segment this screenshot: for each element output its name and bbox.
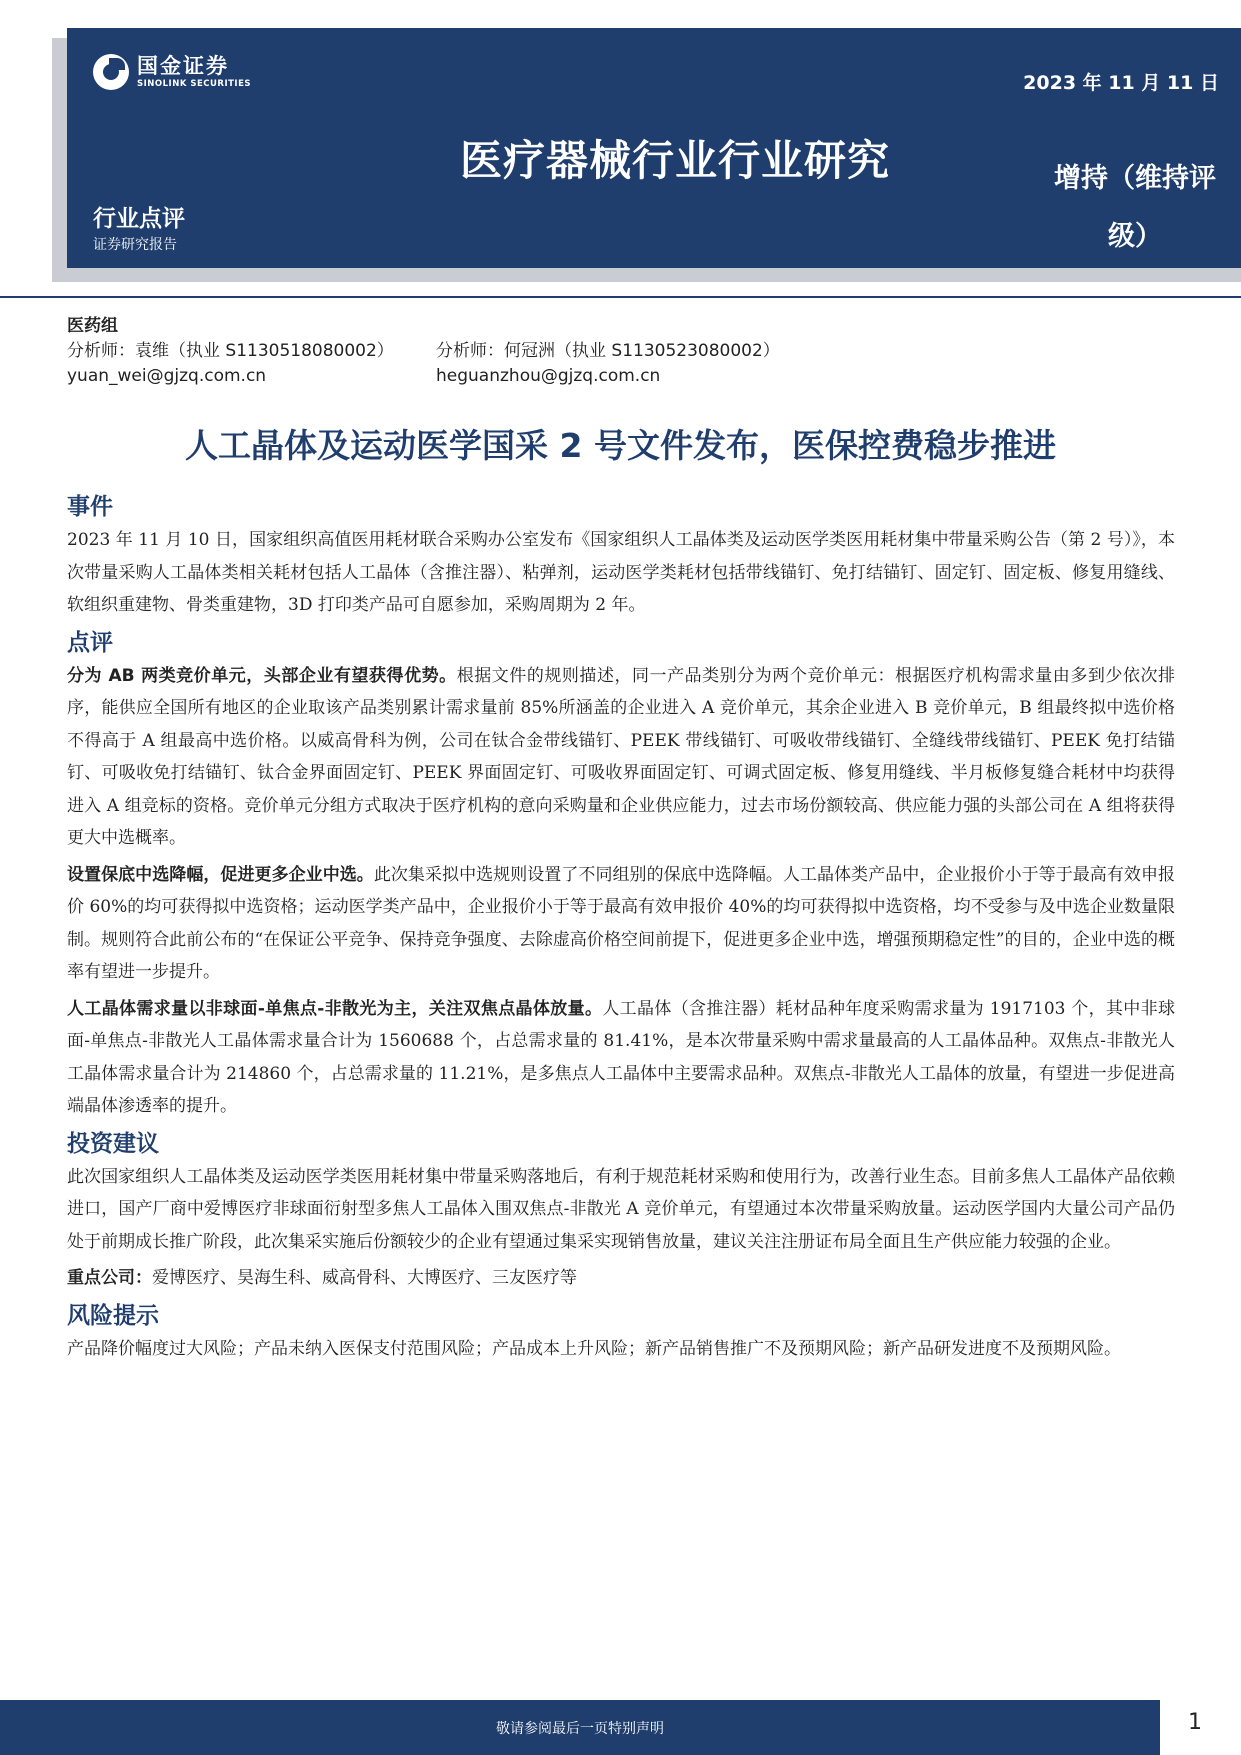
logo-mark-icon [93,54,129,90]
key-companies [67,1262,1175,1295]
comment-3-lead: 人工晶体需求量以非球面-单焦点-非散光为主，关注双焦点晶体放量。 [67,998,603,1019]
comment-paragraph-1 [67,660,1175,855]
rating [1035,150,1235,266]
section-title-event: 事件 [67,494,113,520]
rating-line2: 级） [1108,221,1162,252]
comment-3-text: 人工晶体（含推注器）耗材品种年度采购需求量为 1917103 个，其中非球面-单焦点-非散光人工晶体需求量合计为 1560688 个，占总需求量的 81.41%，是本次带量采购中需求量最高的人工晶体品种。双焦点-非散光人工晶体需求量合计为 214860 个，占总需求量的 11.21%，是多焦点人工晶体中主要需求品种。双焦点-非散光人工晶体的放量，有望进一步促进高端晶体渗透率的提升。 [67,998,1175,1116]
headline: 人工晶体及运动医学国采 2 号文件发布，医保控费稳步推进 [185,426,1056,465]
comment-1-lead: 分为 AB 两类竞价单元，头部企业有望获得优势。 [67,665,457,686]
section-title-invest: 投资建议 [67,1130,159,1157]
report-category: 行业点评 [93,206,185,232]
key-companies-text: 爱博医疗、昊海生科、威高骨科、大博医疗、三友医疗等 [152,1268,577,1288]
analyst-1: 分析师：袁维（执业 S1130518080002） [67,341,394,361]
analyst-1-email: yuan_wei@gjzq.com.cn [67,366,267,386]
key-companies-label: 重点公司： [67,1268,152,1288]
report-date: 2023 年 11 月 11 日 [1023,72,1219,94]
analyst-block-2 [436,339,780,389]
logo-en: SINOLINK SECURITIES [137,79,252,89]
comment-2-lead: 设置保底中选降幅，促进更多企业中选。 [67,864,374,885]
analyst-2-email: heguanzhou@gjzq.com.cn [436,366,661,386]
analyst-block [67,314,394,389]
comment-paragraph-3 [67,993,1175,1123]
comment-paragraph-2 [67,859,1175,989]
comment-1-text: 根据文件的规则描述，同一产品类别分为两个竞价单元：根据医疗机构需求量由多到少依次排序，能供应全国所有地区的企业取该产品类别累计需求量前 85%所涵盖的企业进入 A 竞价单元，其余企业进入 B 竞价单元，B 组最终拟中选价格不得高于 A 组最高中选价格。以威高骨科为例，公司在钛合金带线锚钉、PEEK 带线锚钉、可吸收带线锚钉、全缝线带线锚钉、PEEK 免打结锚钉、可吸收免打结锚钉、钛合金界面固定钉、PEEK 界面固定钉、可吸收界面固定钉、可调式固定板、修复用缝线、半月板修复缝合耗材中均获得进入 A 组竞标的资格。竞价单元分组方式取决于医疗机构的意向采购量和企业供应能力，过去市场份额较高、供应能力强的头部公司在 A 组将获得更大中选概率。 [67,665,1176,848]
rating-line1: 增持（维持评 [1054,163,1216,194]
header-banner [67,28,1241,268]
section-title-risk: 风险提示 [67,1302,159,1329]
report-subcategory: 证券研究报告 [93,237,177,253]
page-number: 1 [1188,1710,1202,1735]
report-body [67,490,1175,1369]
footer-disclaimer: 敬请参阅最后一页特别声明 [496,1721,664,1737]
risk-paragraph: 产品降价幅度过大风险；产品未纳入医保支付范围风险；产品成本上升风险；新产品销售推广不及预期风险；新产品研发进度不及预期风险。 [67,1338,1121,1359]
event-paragraph: 2023 年 11 月 10 日，国家组织高值医用耗材联合采购办公室发布《国家组织人工晶体类及运动医学类医用耗材集中带量采购公告（第 2 号）》，本次带量采购人工晶体类相关耗材包括人工晶体（含推注器）、粘弹剂，运动医学类耗材包括带线锚钉、免打结锚钉、固定钉、固定板、修复用缝线、软组织重建物、骨类重建物，3D 打印类产品可自愿参加，采购周期为 2 年。 [67,530,1175,615]
section-title-comment: 点评 [67,629,113,656]
header-divider [0,296,1241,298]
logo-cn: 国金证券 [137,54,229,78]
invest-paragraph: 此次国家组织人工晶体类及运动医学类医用耗材集中带量采购落地后，有利于规范耗材采购和使用行为，改善行业生态。目前多焦人工晶体产品依赖进口，国产厂商中爱博医疗非球面衍射型多焦人工晶体入围双焦点-非散光 A 竞价单元，有望通过本次带量采购放量。运动医学国内大量公司产品仍处于前期成长推广阶段，此次集采实施后份额较少的企业有望通过集采实现销售放量，建议关注注册证布局全面且生产供应能力较强的企业。 [67,1166,1175,1252]
analyst-group: 医药组 [67,316,118,336]
comment-2-text: 此次集采拟中选规则设置了不同组别的保底中选降幅。人工晶体类产品中，企业报价小于等于最高有效申报价 60%的均可获得拟中选资格；运动医学类产品中，企业报价小于等于最高有效申报价 40%的均可获得拟中选资格，均不受参与及中选企业数量限制。规则符合此前公布的“在保证公平竞争、保持竞争强度、去除虚高价格空间前提下，促进更多企业中选，增强预期稳定性”的目的，企业中选的概率有望进一步提升。 [67,864,1175,982]
report-title: 医疗器械行业行业研究 [460,136,891,185]
analyst-2: 分析师：何冠洲（执业 S1130523080002） [436,341,780,361]
company-logo [93,54,251,90]
